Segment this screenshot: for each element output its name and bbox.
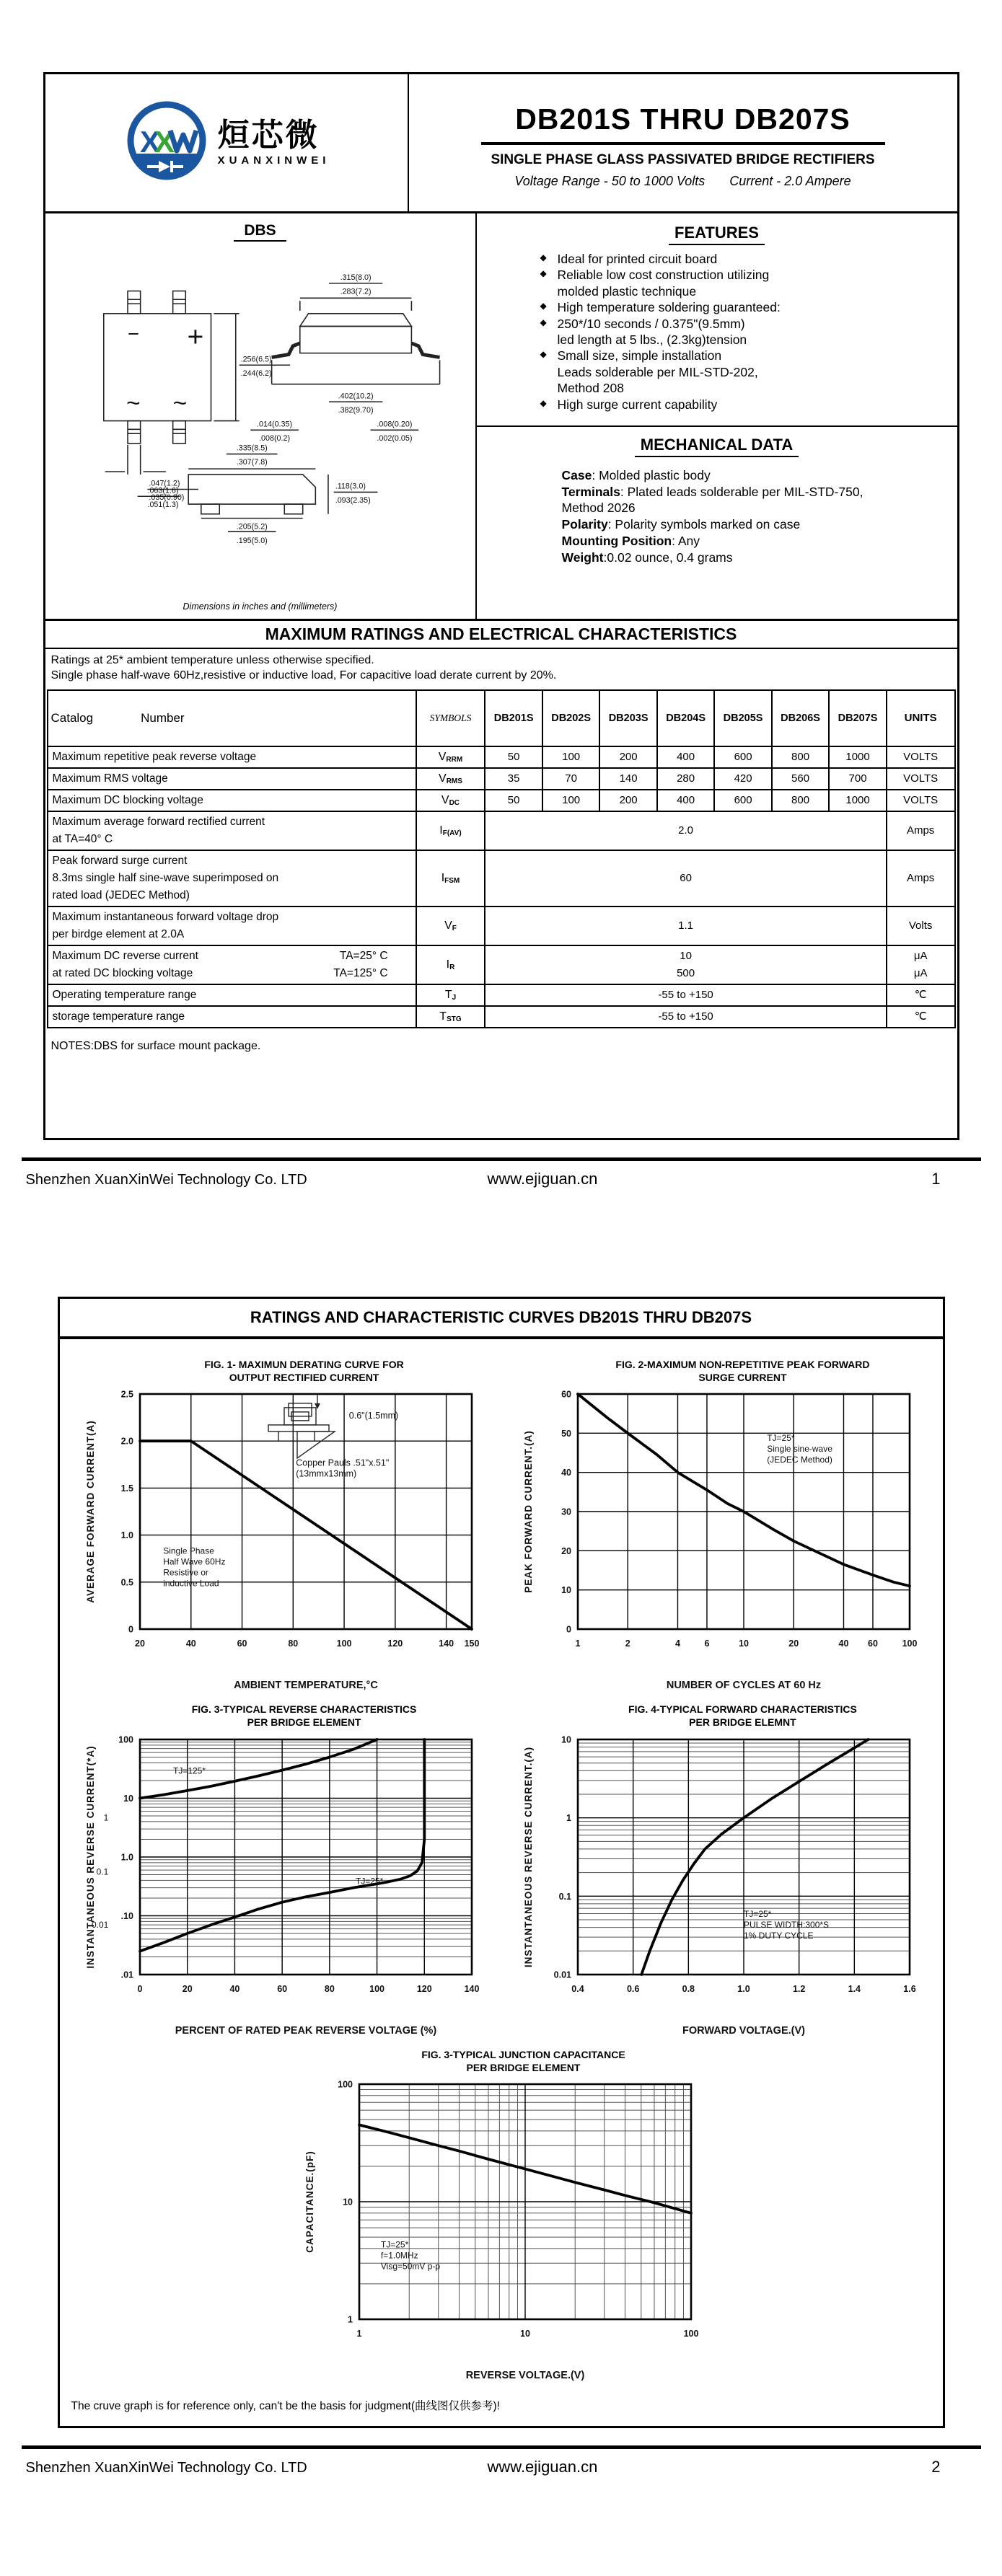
dim-label: .118(3.0) — [335, 482, 366, 491]
x-tick-labels — [135, 1638, 479, 1649]
svg-text:6: 6 — [704, 1638, 710, 1649]
fig4-forward-characteristics-chart — [514, 1729, 926, 2041]
x-tick-labels — [572, 1984, 916, 1994]
dim-label: .315(8.0) — [340, 273, 372, 282]
dim-label: .256(6.5) — [240, 355, 272, 364]
chart-annotation: Half Wave 60Hz — [162, 1556, 225, 1567]
doc-subtitle: SINGLE PHASE GLASS PASSIVATED BRIDGE RECTIFIERS — [491, 152, 875, 167]
svg-text:40: 40 — [185, 1638, 196, 1649]
value-cell: 1.1 — [485, 907, 886, 945]
symbol-cell: $I_{FSM}$ — [416, 850, 485, 907]
symbol-cell: $V_{RRM}$ — [416, 746, 485, 768]
x-axis-label: NUMBER OF CYCLES AT 60 Hz — [667, 1680, 822, 1692]
chart-annotation: 1% DUTY CYCLE — [744, 1930, 814, 1941]
value-cell: 100 — [542, 746, 599, 768]
fig3-reverse-characteristics-chart — [76, 1729, 488, 2041]
feature-item: ◆ High temperature soldering guaranteed: — [540, 300, 781, 315]
footer-rule — [22, 1157, 981, 1161]
value-cell: 200 — [599, 746, 656, 768]
svg-text:40: 40 — [561, 1468, 572, 1478]
row-label: Maximum repetitive peak reverse voltage — [48, 746, 416, 768]
svg-text:10: 10 — [561, 1734, 572, 1745]
table-row — [48, 790, 955, 811]
dim-label: .335(8.5) — [236, 444, 268, 453]
row-label: Peak forward surge current 8.3ms single half sine-wave superimposed on rated load (JEDEC Method) — [48, 850, 416, 907]
row-label: Maximum DC reverse current TA=25° C at rated DC blocking voltage TA=125° C — [48, 945, 416, 984]
chart-annotation: 0.01 — [91, 1919, 108, 1930]
feature-item: ◆ Small size, simple installation Leads solderable per MIL-STD-202, Method 208 — [540, 348, 758, 396]
unit-cell: Amps — [887, 850, 955, 907]
feature-item: ◆ Ideal for printed circuit board — [540, 252, 718, 266]
table-row — [48, 746, 955, 768]
row-label: storage temperature range — [48, 1006, 416, 1028]
svg-text:1.4: 1.4 — [848, 1983, 861, 1994]
package-section — [45, 213, 477, 619]
dim-label: .047(1.2) — [148, 479, 180, 488]
svg-text:20: 20 — [561, 1546, 572, 1557]
part-column-header: DB207S — [829, 690, 886, 746]
svg-text:2.5: 2.5 — [120, 1389, 133, 1400]
chart-title: FIG. 2-MAXIMUM NON-REPETITIVE PEAK FORWARD SURGE CURRENT — [615, 1358, 870, 1383]
value-cell: 400 — [657, 746, 714, 768]
y-tick-labels — [338, 2079, 353, 2324]
table-row — [48, 984, 955, 1006]
symbol-cell: $V_F$ — [416, 907, 485, 945]
svg-text:.10: .10 — [120, 1910, 133, 1921]
x-axis-label: FORWARD VOLTAGE.(V) — [682, 2024, 806, 2037]
mech-item: Polarity: Polarity symbols marked on case — [561, 517, 801, 532]
page-2 — [0, 1297, 1002, 2476]
part-column-header: DB204S — [657, 690, 714, 746]
unit-cell: VOLTS — [887, 768, 955, 790]
ratings-title-bar: MAXIMUM RATINGS AND ELECTRICAL CHARACTERISTICS — [45, 619, 957, 649]
features-title: FEATURES — [477, 224, 957, 242]
value-cell: 420 — [714, 768, 771, 790]
value-cell: 600 — [714, 746, 771, 768]
y-axis-label: INSTANTANEOUS REVERSE CURRENT.(A) — [523, 1746, 535, 1967]
svg-text:60: 60 — [237, 1638, 247, 1649]
polarity-plus-mark: + — [187, 321, 203, 353]
svg-text:0.6: 0.6 — [627, 1983, 640, 1994]
charts-grid — [60, 1339, 943, 2393]
dim-label: .035(0.90) — [148, 493, 184, 503]
svg-text:40: 40 — [229, 1983, 239, 1994]
svg-text:10: 10 — [123, 1793, 133, 1804]
chart-annotation: Single Phase — [162, 1545, 214, 1556]
dim-label: .283(7.2) — [340, 287, 372, 296]
chart-annotation: 0.1 — [96, 1866, 108, 1877]
mech-item: Mounting Position: Any — [561, 533, 700, 548]
svg-text:1: 1 — [575, 1638, 581, 1649]
footer-page-number: 2 — [931, 2457, 941, 2476]
svg-text:100: 100 — [369, 1983, 384, 1994]
value-cell: 600 — [714, 790, 771, 811]
units-header: UNITS — [887, 690, 955, 746]
catalog-number-header: Catalog Number — [48, 690, 416, 746]
dim-label: .382(9.70) — [338, 405, 374, 415]
svg-text:50: 50 — [561, 1429, 572, 1439]
row-label: Operating temperature range — [48, 984, 416, 1006]
svg-text:2.0: 2.0 — [120, 1436, 133, 1447]
x-tick-labels — [356, 2329, 698, 2339]
x-axis-label: AMBIENT TEMPERATURE,°C — [233, 1680, 378, 1692]
mechanical-data-title: MECHANICAL DATA — [477, 436, 957, 454]
reference-note: The cruve graph is for reference only, can't be the basis for judgment(曲线图仅供参考)! — [71, 2399, 500, 2412]
svg-text:0.5: 0.5 — [120, 1577, 133, 1588]
chart-annotation: TJ=25* — [380, 2239, 408, 2250]
mechanical-data-section — [477, 427, 957, 573]
page-1 — [0, 72, 1002, 1188]
logo-mark-icon — [123, 99, 211, 187]
svg-text:140: 140 — [438, 1638, 454, 1649]
svg-text:0: 0 — [137, 1983, 143, 1994]
curves-frame — [58, 1297, 945, 2428]
svg-text:60: 60 — [561, 1389, 572, 1400]
unit-cell: μA μA — [887, 945, 955, 984]
mech-item: Terminals: Plated leads solderable per MIL-STD-750, — [561, 484, 863, 499]
svg-text:100: 100 — [902, 1638, 918, 1649]
value-cell: 560 — [772, 768, 829, 790]
svg-text:100: 100 — [337, 2079, 353, 2090]
svg-text:10: 10 — [561, 1585, 572, 1596]
svg-text:40: 40 — [838, 1638, 849, 1649]
chart-annotation: TJ=25* — [767, 1433, 795, 1444]
unit-cell: Volts — [887, 907, 955, 945]
chart-title: FIG. 4-TYPICAL FORWARD CHARACTERISTICS PER BRIDGE ELEMNT — [628, 1703, 857, 1729]
value-cell: 2.0 — [485, 811, 886, 850]
mech-item: Weight:0.02 ounce, 0.4 grams — [561, 550, 733, 565]
svg-text:1.0: 1.0 — [120, 1852, 133, 1863]
bullet-icon: ◆ — [540, 252, 547, 263]
symbol-cell: $T_{STG}$ — [416, 1006, 485, 1028]
svg-text:1.5: 1.5 — [120, 1483, 133, 1494]
dim-label: .063(1.6) — [146, 486, 178, 495]
svg-text:30: 30 — [561, 1507, 572, 1517]
features-list — [477, 251, 957, 413]
value-cell: 1000 — [829, 746, 886, 768]
x-axis-label: PERCENT OF RATED PEAK REVERSE VOLTAGE (%) — [175, 2024, 436, 2037]
value-cell: 10 500 — [485, 945, 886, 984]
unit-cell: ℃ — [887, 1006, 955, 1028]
x-tick-labels — [137, 1984, 479, 1994]
package-drawing — [63, 265, 458, 548]
symbol-cell: $V_{RMS}$ — [416, 768, 485, 790]
footer-page-number: 1 — [931, 1169, 941, 1188]
bullet-icon: ◆ — [540, 397, 547, 408]
figure-4 — [504, 1703, 937, 2040]
logo-cn-text: 烜芯微 — [217, 117, 320, 153]
svg-text:1: 1 — [356, 2328, 361, 2339]
bullet-icon: ◆ — [540, 317, 547, 327]
row-label: Maximum average forward rectified current at TA=40° C — [48, 811, 416, 850]
page-footer — [22, 2458, 981, 2476]
svg-text:1.0: 1.0 — [120, 1530, 133, 1541]
svg-text:100: 100 — [683, 2328, 698, 2339]
polarity-minus-mark: − — [127, 322, 139, 345]
svg-text:0.1: 0.1 — [559, 1891, 572, 1902]
svg-text:1: 1 — [566, 1812, 572, 1823]
unit-cell: ℃ — [887, 984, 955, 1006]
chart-annotation: (JEDEC Method) — [767, 1455, 833, 1465]
footer-company: Shenzhen XuanXinWei Technology Co. LTD — [25, 2459, 307, 2476]
bullet-icon: ◆ — [540, 349, 547, 360]
symbol-cell: $V_{DC}$ — [416, 790, 485, 811]
ac-mark: ~ — [126, 389, 141, 417]
table-row — [48, 811, 955, 850]
package-and-features — [45, 213, 957, 619]
value-cell: 700 — [829, 768, 886, 790]
footer-rule — [22, 2445, 981, 2449]
feature-item: ◆ 250*/10 seconds / 0.375"(9.5mm) led length at 5 lbs., (2.3kg)tension — [540, 316, 747, 347]
chart-annotation: TJ=25* — [744, 1908, 772, 1919]
svg-text:.01: .01 — [120, 1970, 133, 1980]
package-caption: Dimensions in inches and (millimeters) — [183, 601, 338, 612]
value-cell: 100 — [542, 790, 599, 811]
y-axis-label: AVERAGE FORWARD CURRENT(A) — [84, 1420, 96, 1603]
footer-site: www.ejiguan.cn — [487, 1169, 598, 1188]
ratings-table — [47, 689, 956, 1028]
value-cell: 70 — [542, 768, 599, 790]
svg-text:0.01: 0.01 — [554, 1970, 572, 1980]
value-cell: 800 — [772, 790, 829, 811]
svg-text:60: 60 — [868, 1638, 879, 1649]
logo-en-text: XUANXINWEI — [217, 154, 330, 167]
dim-label: .093(2.35) — [335, 496, 371, 506]
company-logo — [45, 74, 408, 211]
chart-annotation: Single sine-wave — [767, 1444, 833, 1455]
feature-item: ◆ Reliable low cost construction utilizing molded plastic technique — [540, 268, 770, 299]
value-cell: 200 — [599, 790, 656, 811]
y-tick-labels — [562, 1390, 572, 1635]
unit-cell: Amps — [887, 811, 955, 850]
chart-annotation: TJ=25* — [355, 1876, 383, 1887]
header — [45, 74, 957, 213]
curves-title-bar: RATINGS AND CHARACTERISTIC CURVES DB201S THRU DB207S — [60, 1299, 943, 1339]
notes-text: NOTES:DBS for surface mount package. — [50, 1039, 261, 1052]
figure-1 — [66, 1358, 498, 1695]
row-label: Maximum RMS voltage — [48, 768, 416, 790]
svg-text:120: 120 — [387, 1638, 403, 1649]
value-cell: 50 — [485, 790, 542, 811]
table-row — [48, 768, 955, 790]
y-axis-label: CAPACITANCE.(pF) — [304, 2151, 315, 2253]
chart-annotation: Resistive or — [162, 1567, 208, 1578]
dim-label: .307(7.8) — [236, 458, 268, 467]
svg-text:X: X — [154, 125, 175, 159]
dim-label: .014(0.35) — [256, 420, 292, 429]
part-column-header: DB202S — [542, 690, 599, 746]
dim-label: .008(0.2) — [258, 433, 290, 443]
svg-text:0: 0 — [566, 1624, 572, 1635]
svg-text:150: 150 — [464, 1638, 479, 1649]
title-underline — [481, 142, 885, 145]
dim-label: .008(0.20) — [376, 420, 412, 429]
ac-mark: ~ — [172, 389, 187, 417]
bullet-icon: ◆ — [540, 268, 547, 279]
svg-text:0.4: 0.4 — [571, 1983, 585, 1994]
features-section — [477, 213, 957, 427]
ratings-summary — [514, 174, 851, 189]
value-cell: 800 — [772, 746, 829, 768]
chart-annotation: Copper Pauls .51"x.51" — [295, 1457, 389, 1468]
part-column-header: DB203S — [599, 690, 656, 746]
svg-text:100: 100 — [118, 1734, 133, 1745]
fig2-surge-current-chart — [514, 1384, 926, 1695]
svg-text:10: 10 — [519, 2328, 530, 2339]
footer-company: Shenzhen XuanXinWei Technology Co. LTD — [25, 1171, 307, 1188]
value-cell: 60 — [485, 850, 886, 907]
table-row — [48, 945, 955, 984]
page-footer — [22, 1170, 981, 1188]
ratings-note-2: Single phase half-wave 60Hz,resistive or inductive load, For capacitive load derate current by 20%. — [50, 669, 557, 682]
title-block — [408, 74, 957, 211]
svg-text:X: X — [139, 125, 160, 159]
chart-annotation: Visg=50mV p-p — [380, 2261, 440, 2272]
symbol-cell: $T_J$ — [416, 984, 485, 1006]
figure-2 — [504, 1358, 937, 1695]
chart-annotation: 0.6"(1.5mm) — [348, 1411, 398, 1421]
svg-text:0: 0 — [128, 1624, 133, 1635]
part-column-header: DB205S — [714, 690, 771, 746]
chart-title: FIG. 3-TYPICAL JUNCTION CAPACITANCE PER BRIDGE ELEMENT — [421, 2048, 625, 2073]
voltage-range-text: Voltage Range - 50 to 1000 Volts — [514, 174, 706, 188]
unit-cell: VOLTS — [887, 746, 955, 768]
y-axis-label: PEAK FORWARD CURRENT.(A) — [523, 1430, 535, 1593]
chart-annotation: (13mmx13mm) — [295, 1468, 356, 1479]
value-cell: -55 to +150 — [485, 984, 886, 1006]
value-cell: 280 — [657, 768, 714, 790]
chart-annotation: 1 — [103, 1812, 108, 1823]
symbols-header: SYMBOLS — [416, 690, 485, 746]
svg-text:0.8: 0.8 — [682, 1983, 695, 1994]
svg-text:80: 80 — [287, 1638, 298, 1649]
svg-text:100: 100 — [336, 1638, 352, 1649]
symbol-cell: $I_R$ — [416, 945, 485, 984]
y-tick-labels — [120, 1390, 133, 1635]
part-column-header: DB206S — [772, 690, 829, 746]
mech-item: Case: Molded plastic body — [561, 467, 711, 482]
mech-item: Method 2026 — [561, 500, 636, 516]
footer-site: www.ejiguan.cn — [487, 2457, 598, 2476]
value-cell: 50 — [485, 746, 542, 768]
value-cell: 400 — [657, 790, 714, 811]
chart-annotation: inductive Load — [162, 1578, 219, 1589]
dim-label: .244(6.2) — [240, 369, 272, 378]
svg-text:120: 120 — [416, 1983, 432, 1994]
fig5-junction-capacitance-chart — [296, 2074, 707, 2386]
y-tick-labels — [554, 1734, 571, 1980]
svg-text:4: 4 — [675, 1638, 681, 1649]
svg-text:10: 10 — [739, 1638, 750, 1649]
doc-title: DB201S THRU DB207S — [515, 102, 851, 136]
svg-text:140: 140 — [464, 1983, 479, 1994]
svg-text:1: 1 — [347, 2314, 353, 2325]
current-rating-text: Current - 2.0 Ampere — [729, 174, 851, 188]
row-label: Maximum instantaneous forward voltage drop per birdge element at 2.0A — [48, 907, 416, 945]
svg-text:1.2: 1.2 — [793, 1983, 806, 1994]
fig1-derating-chart — [76, 1384, 488, 1695]
x-tick-labels — [576, 1638, 918, 1649]
dim-label: .051(1.3) — [146, 500, 178, 509]
ratings-note-1: Ratings at 25* ambient temperature unless otherwise specified. — [50, 654, 374, 666]
table-row — [48, 907, 955, 945]
dim-label: .402(10.2) — [338, 392, 374, 401]
dim-label: .195(5.0) — [236, 536, 268, 545]
value-cell: 1000 — [829, 790, 886, 811]
part-column-header: DB201S — [485, 690, 542, 746]
datasheet-frame — [43, 72, 959, 1140]
dim-label: .002(0.05) — [376, 433, 412, 443]
value-cell: -55 to +150 — [485, 1006, 886, 1028]
table-row — [48, 1006, 955, 1028]
y-tick-labels — [118, 1734, 133, 1980]
symbol-cell: $I_{F(AV)}$ — [416, 811, 485, 850]
chart-title: FIG. 3-TYPICAL REVERSE CHARACTERISTICS PER BRIDGE ELEMENT — [191, 1703, 417, 1729]
chart-title: FIG. 1- MAXIMUN DERATING CURVE FOR OUTPUT RECTIFIED CURRENT — [204, 1358, 404, 1383]
value-cell: 35 — [485, 768, 542, 790]
chart-annotation: f=1.0MHz — [380, 2250, 418, 2261]
svg-text:80: 80 — [324, 1983, 335, 1994]
svg-text:1.6: 1.6 — [903, 1983, 917, 1994]
package-name: DBS — [45, 222, 475, 239]
figure-5 — [60, 2048, 943, 2386]
svg-text:20: 20 — [134, 1638, 145, 1649]
svg-text:10: 10 — [342, 2197, 353, 2207]
svg-text:2: 2 — [625, 1638, 631, 1649]
table-row — [48, 850, 955, 907]
unit-cell: VOLTS — [887, 790, 955, 811]
row-label: Maximum DC blocking voltage — [48, 790, 416, 811]
chart-annotation: PULSE WIDTH:300*S — [744, 1919, 830, 1930]
mounting-sketch — [268, 1395, 335, 1458]
svg-text:20: 20 — [182, 1983, 193, 1994]
svg-text:1.0: 1.0 — [737, 1983, 751, 1994]
value-cell: 140 — [599, 768, 656, 790]
chart-annotation: TJ=125* — [172, 1765, 206, 1776]
x-axis-label: REVERSE VOLTAGE.(V) — [465, 2369, 584, 2381]
figure-3 — [66, 1703, 498, 2040]
dim-label: .205(5.2) — [236, 522, 268, 531]
svg-text:20: 20 — [788, 1638, 799, 1649]
feature-item: ◆ High surge current capability — [540, 397, 718, 412]
bullet-icon: ◆ — [540, 301, 547, 312]
mechanical-data-list — [477, 463, 957, 566]
y-axis-label: INSTANTANEOUS REVERSE CURRENT(*A) — [84, 1744, 96, 1969]
svg-text:60: 60 — [276, 1983, 287, 1994]
